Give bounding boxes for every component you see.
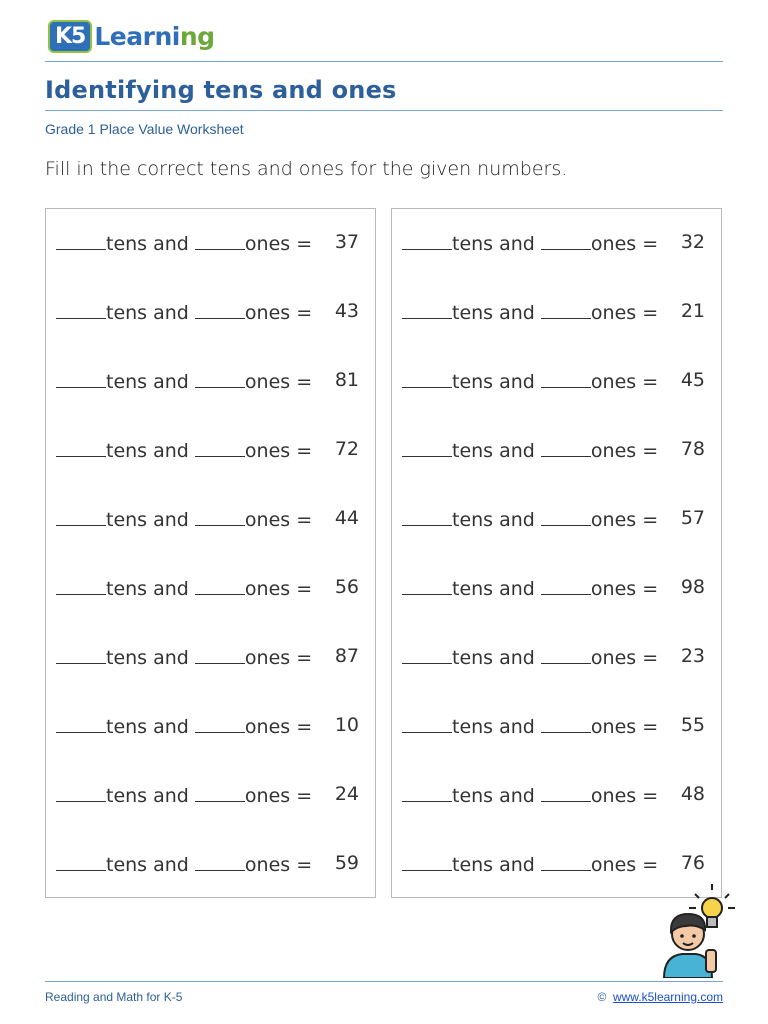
given-number: 37 bbox=[334, 231, 359, 253]
problem-row bbox=[402, 300, 711, 330]
tens-label: tens and bbox=[452, 440, 535, 462]
tens-label: tens and bbox=[452, 716, 535, 738]
instructions-text: Fill in the correct tens and ones for the given numbers. bbox=[45, 158, 568, 180]
ones-label: ones = bbox=[244, 716, 313, 738]
given-number: 48 bbox=[680, 783, 705, 805]
tens-label: tens and bbox=[106, 854, 189, 876]
tens-label: tens and bbox=[452, 578, 535, 600]
k5-learning-logo bbox=[48, 14, 215, 58]
tens-answer-blank[interactable] bbox=[402, 714, 452, 733]
ones-label: ones = bbox=[244, 371, 313, 393]
given-number: 78 bbox=[680, 438, 705, 460]
student-lightbulb-illustration bbox=[656, 878, 740, 978]
problem-row bbox=[402, 369, 711, 399]
given-number: 24 bbox=[334, 783, 359, 805]
footer-credit bbox=[597, 990, 723, 1004]
ones-label: ones = bbox=[590, 716, 659, 738]
ones-answer-blank[interactable] bbox=[195, 714, 245, 733]
ones-answer-blank[interactable] bbox=[195, 576, 245, 595]
given-number: 72 bbox=[334, 438, 359, 460]
ones-answer-blank[interactable] bbox=[195, 783, 245, 802]
ones-label: ones = bbox=[244, 233, 313, 255]
copyright-symbol: © bbox=[597, 990, 607, 1004]
given-number: 32 bbox=[680, 231, 705, 253]
ones-label: ones = bbox=[244, 302, 313, 324]
footer-divider bbox=[45, 981, 723, 982]
problem-row bbox=[56, 714, 365, 744]
problem-row bbox=[402, 438, 711, 468]
ones-answer-blank[interactable] bbox=[541, 576, 591, 595]
tens-label: tens and bbox=[452, 509, 535, 531]
problem-panel-right bbox=[391, 208, 722, 898]
tens-label: tens and bbox=[106, 302, 189, 324]
tens-label: tens and bbox=[452, 233, 535, 255]
ones-label: ones = bbox=[590, 371, 659, 393]
problem-row bbox=[56, 438, 365, 468]
ones-label: ones = bbox=[590, 302, 659, 324]
logo-wordmark bbox=[94, 22, 214, 51]
tens-answer-blank[interactable] bbox=[56, 645, 106, 664]
given-number: 10 bbox=[334, 714, 359, 736]
ones-label: ones = bbox=[590, 647, 659, 669]
tens-answer-blank[interactable] bbox=[56, 852, 106, 871]
ones-answer-blank[interactable] bbox=[195, 300, 245, 319]
ones-answer-blank[interactable] bbox=[541, 231, 591, 250]
tens-label: tens and bbox=[106, 371, 189, 393]
problem-row bbox=[56, 300, 365, 330]
tens-label: tens and bbox=[452, 647, 535, 669]
ones-label: ones = bbox=[244, 647, 313, 669]
tens-answer-blank[interactable] bbox=[402, 438, 452, 457]
problem-row bbox=[56, 507, 365, 537]
tens-label: tens and bbox=[452, 302, 535, 324]
ones-label: ones = bbox=[244, 785, 313, 807]
logo-k5-badge: K5 bbox=[48, 20, 92, 53]
ones-answer-blank[interactable] bbox=[195, 852, 245, 871]
page-title: Identifying tens and ones bbox=[45, 76, 397, 104]
logo-word-a: Learni bbox=[94, 21, 180, 51]
problem-row bbox=[402, 507, 711, 537]
ones-answer-blank[interactable] bbox=[541, 438, 591, 457]
given-number: 57 bbox=[680, 507, 705, 529]
tens-answer-blank[interactable] bbox=[56, 300, 106, 319]
problem-row bbox=[56, 852, 365, 882]
problem-row bbox=[56, 576, 365, 606]
ones-answer-blank[interactable] bbox=[195, 231, 245, 250]
tens-label: tens and bbox=[106, 716, 189, 738]
footer-tagline: Reading and Math for K-5 bbox=[45, 990, 183, 1004]
ones-answer-blank[interactable] bbox=[541, 507, 591, 526]
ones-answer-blank[interactable] bbox=[541, 645, 591, 664]
title-divider bbox=[45, 110, 723, 111]
ones-label: ones = bbox=[244, 509, 313, 531]
problem-row bbox=[56, 369, 365, 399]
tens-answer-blank[interactable] bbox=[402, 783, 452, 802]
tens-answer-blank[interactable] bbox=[402, 576, 452, 595]
given-number: 45 bbox=[680, 369, 705, 391]
tens-label: tens and bbox=[452, 785, 535, 807]
k5learning-link[interactable]: www.k5learning.com bbox=[612, 990, 723, 1004]
given-number: 55 bbox=[680, 714, 705, 736]
tens-answer-blank[interactable] bbox=[56, 576, 106, 595]
tens-answer-blank[interactable] bbox=[56, 369, 106, 388]
tens-answer-blank[interactable] bbox=[56, 714, 106, 733]
ones-answer-blank[interactable] bbox=[541, 369, 591, 388]
problem-panel-left bbox=[45, 208, 376, 898]
problem-row bbox=[402, 576, 711, 606]
problem-row bbox=[402, 231, 711, 261]
ones-label: ones = bbox=[590, 854, 659, 876]
ones-label: ones = bbox=[590, 509, 659, 531]
tens-answer-blank[interactable] bbox=[56, 783, 106, 802]
problem-row bbox=[56, 231, 365, 261]
tens-label: tens and bbox=[452, 371, 535, 393]
problem-row bbox=[56, 645, 365, 675]
problem-row bbox=[56, 783, 365, 813]
tens-label: tens and bbox=[106, 785, 189, 807]
ones-answer-blank[interactable] bbox=[195, 645, 245, 664]
given-number: 56 bbox=[334, 576, 359, 598]
worksheet-subtitle: Grade 1 Place Value Worksheet bbox=[45, 121, 244, 137]
tens-answer-blank[interactable] bbox=[402, 852, 452, 871]
tens-answer-blank[interactable] bbox=[402, 507, 452, 526]
problem-row bbox=[402, 645, 711, 675]
logo-word-b: ng bbox=[179, 21, 215, 51]
ones-answer-blank[interactable] bbox=[541, 783, 591, 802]
given-number: 23 bbox=[680, 645, 705, 667]
given-number: 44 bbox=[334, 507, 359, 529]
problem-row bbox=[402, 714, 711, 744]
given-number: 43 bbox=[334, 300, 359, 322]
ones-answer-blank[interactable] bbox=[541, 714, 591, 733]
tens-label: tens and bbox=[452, 854, 535, 876]
ones-answer-blank[interactable] bbox=[541, 852, 591, 871]
tens-label: tens and bbox=[106, 578, 189, 600]
given-number: 81 bbox=[334, 369, 359, 391]
header-divider bbox=[45, 61, 723, 62]
ones-label: ones = bbox=[590, 785, 659, 807]
ones-answer-blank[interactable] bbox=[195, 438, 245, 457]
ones-label: ones = bbox=[590, 233, 659, 255]
ones-label: ones = bbox=[244, 440, 313, 462]
tens-label: tens and bbox=[106, 440, 189, 462]
ones-label: ones = bbox=[244, 578, 313, 600]
ones-label: ones = bbox=[590, 578, 659, 600]
ones-answer-blank[interactable] bbox=[195, 369, 245, 388]
given-number: 87 bbox=[334, 645, 359, 667]
given-number: 98 bbox=[680, 576, 705, 598]
given-number: 76 bbox=[680, 852, 705, 874]
given-number: 21 bbox=[680, 300, 705, 322]
tens-answer-blank[interactable] bbox=[402, 645, 452, 664]
tens-answer-blank[interactable] bbox=[56, 507, 106, 526]
given-number: 59 bbox=[334, 852, 359, 874]
ones-answer-blank[interactable] bbox=[541, 300, 591, 319]
ones-label: ones = bbox=[244, 854, 313, 876]
tens-label: tens and bbox=[106, 509, 189, 531]
tens-answer-blank[interactable] bbox=[402, 300, 452, 319]
problem-row bbox=[402, 783, 711, 813]
ones-label: ones = bbox=[590, 440, 659, 462]
tens-label: tens and bbox=[106, 647, 189, 669]
tens-label: tens and bbox=[106, 233, 189, 255]
ones-answer-blank[interactable] bbox=[195, 507, 245, 526]
tens-answer-blank[interactable] bbox=[402, 369, 452, 388]
tens-answer-blank[interactable] bbox=[56, 438, 106, 457]
tens-answer-blank[interactable] bbox=[402, 231, 452, 250]
tens-answer-blank[interactable] bbox=[56, 231, 106, 250]
